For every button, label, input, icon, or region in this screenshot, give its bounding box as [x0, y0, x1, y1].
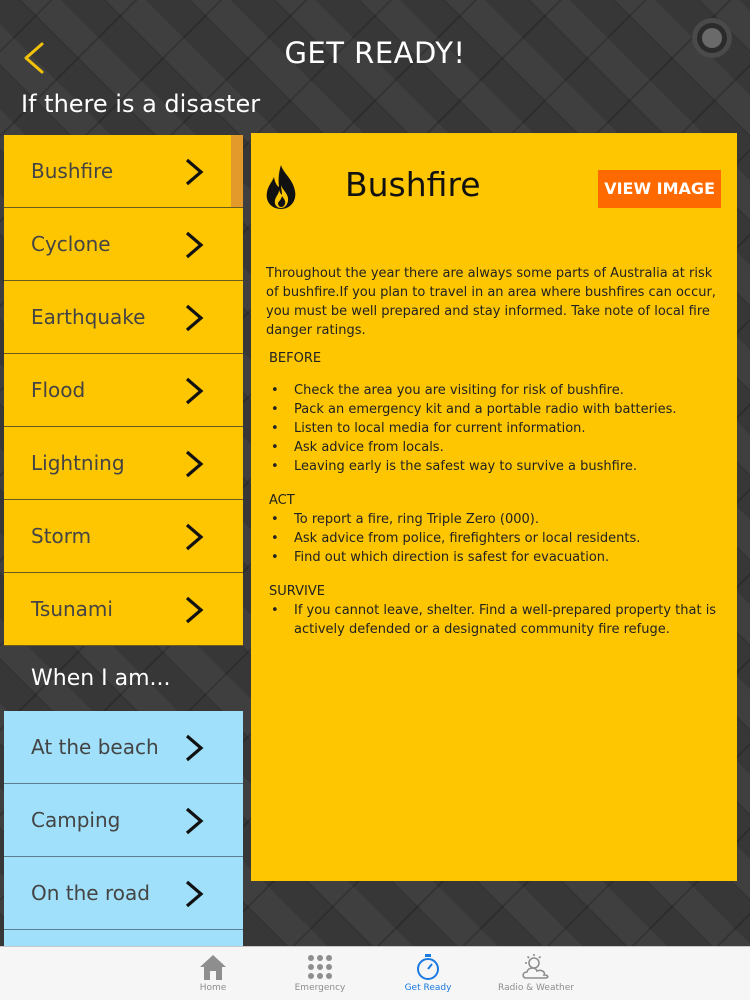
- tab-radio-weather[interactable]: [481, 947, 591, 1000]
- list-item-lightning[interactable]: [4, 427, 243, 500]
- list-item-at-the-beach[interactable]: [4, 711, 243, 784]
- assistive-touch-button[interactable]: [692, 18, 732, 58]
- list-item-camping[interactable]: [4, 784, 243, 857]
- tab-get-ready[interactable]: [373, 947, 483, 1000]
- list-item-label: Storm: [31, 524, 92, 548]
- tab-home[interactable]: [158, 947, 268, 1000]
- tab-label: Radio & Weather: [498, 983, 574, 993]
- list-item: • Ask advice from locals.: [266, 438, 726, 457]
- list-item-earthquake[interactable]: [4, 281, 243, 354]
- list-item-label: On the road: [31, 881, 150, 905]
- list-item: • Listen to local media for current information.: [266, 419, 726, 438]
- stopwatch-icon: [413, 953, 443, 981]
- disaster-section-heading: If there is a disaster: [21, 90, 261, 118]
- list-item-label: Camping: [31, 808, 121, 832]
- situation-list: [4, 711, 243, 970]
- disaster-list: [4, 135, 243, 646]
- chevron-right-icon: [183, 595, 205, 625]
- detail-panel: [251, 133, 737, 881]
- before-heading: BEFORE: [269, 351, 322, 366]
- list-item: • Ask advice from police, firefighters or local residents.: [266, 529, 726, 548]
- chevron-right-icon: [183, 157, 205, 187]
- keypad-icon: [305, 953, 335, 981]
- list-item-bushfire[interactable]: [4, 135, 243, 208]
- list-item-storm[interactable]: [4, 500, 243, 573]
- detail-title: Bushfire: [345, 165, 481, 204]
- page-title: GET READY!: [284, 36, 466, 70]
- list-item-flood[interactable]: [4, 354, 243, 427]
- list-item-label: Tsunami: [31, 597, 113, 621]
- chevron-right-icon: [183, 733, 205, 763]
- tab-label: Emergency: [294, 983, 346, 993]
- list-item: • To report a fire, ring Triple Zero (000).: [266, 510, 726, 529]
- list-item: • Pack an emergency kit and a portable radio with batteries.: [266, 400, 726, 419]
- chevron-right-icon: [183, 303, 205, 333]
- list-item-label: Lightning: [31, 451, 125, 475]
- detail-content: [266, 264, 726, 654]
- list-item-label: Flood: [31, 378, 86, 402]
- tab-label: Home: [199, 983, 227, 993]
- list-item-label: Earthquake: [31, 305, 146, 329]
- list-item-label: Bushfire: [31, 159, 114, 183]
- chevron-right-icon: [183, 806, 205, 836]
- survive-heading: SURVIVE: [269, 584, 325, 599]
- fire-icon: [263, 163, 299, 211]
- chevron-right-icon: [183, 230, 205, 260]
- tab-emergency[interactable]: [265, 947, 375, 1000]
- list-item-label: At the beach: [31, 735, 159, 759]
- view-image-button[interactable]: VIEW IMAGE: [598, 170, 721, 208]
- list-item-tsunami[interactable]: [4, 573, 243, 646]
- chevron-right-icon: [183, 522, 205, 552]
- list-item-on-the-road[interactable]: [4, 857, 243, 930]
- act-heading: ACT: [269, 493, 295, 508]
- chevron-right-icon: [183, 376, 205, 406]
- tab-bar: [0, 946, 750, 1000]
- list-item: • If you cannot leave, shelter. Find a well-prepared property that is actively defended or a designated community fire refuge.: [266, 601, 726, 639]
- intro-paragraph: Throughout the year there are always some parts of Australia at risk of bushfire.If you plan to travel in an area where bushfires can occur, you must be well prepared and stay informed. Take note of local fire danger ratings.: [266, 266, 716, 338]
- chevron-right-icon: [183, 449, 205, 479]
- tab-label: Get Ready: [404, 983, 452, 993]
- home-icon: [198, 953, 228, 981]
- before-list: [266, 381, 726, 476]
- list-item: • Find out which direction is safest for evacuation.: [266, 548, 726, 567]
- survive-list: [266, 601, 726, 639]
- list-item: • Leaving early is the safest way to survive a bushfire.: [266, 457, 726, 476]
- list-item: • Check the area you are visiting for risk of bushfire.: [266, 381, 726, 400]
- list-item-cyclone[interactable]: [4, 208, 243, 281]
- list-item-label: Cyclone: [31, 232, 111, 256]
- situation-section-heading: When I am...: [31, 666, 171, 691]
- weather-icon: [520, 953, 552, 981]
- chevron-right-icon: [183, 879, 205, 909]
- act-list: [266, 510, 726, 567]
